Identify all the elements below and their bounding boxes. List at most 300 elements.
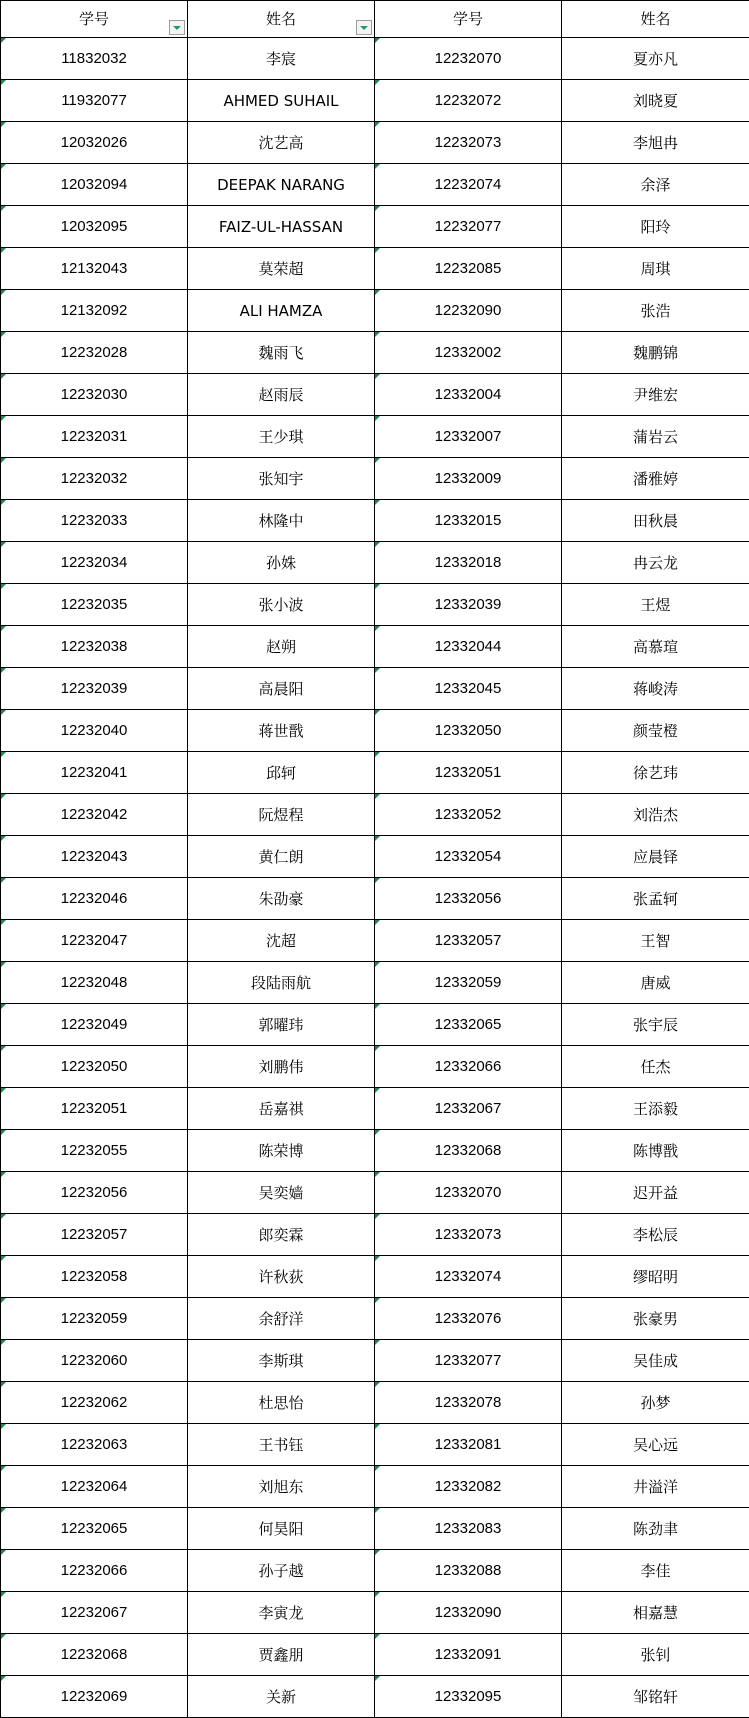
student-name-cell-value: 相嘉慧	[633, 1604, 678, 1622]
student-name-cell-value: 唐威	[640, 974, 670, 992]
student-id-cell[interactable]	[1, 1172, 188, 1214]
student-id-cell[interactable]	[1, 1676, 188, 1718]
student-name-cell[interactable]	[188, 1424, 375, 1466]
student-id-cell-value: 12332067	[435, 1100, 502, 1117]
student-name-cell-value: 朱劭豪	[258, 890, 303, 908]
student-name-cell[interactable]	[188, 1130, 375, 1172]
student-id-cell[interactable]	[375, 458, 562, 500]
student-id-cell-value: 12332044	[435, 638, 502, 655]
number-as-text-marker-icon	[1, 1088, 6, 1093]
number-as-text-marker-icon	[1, 1046, 6, 1051]
student-name-cell[interactable]	[188, 878, 375, 920]
student-id-cell[interactable]	[1, 752, 188, 794]
student-id-cell-value: 12332054	[435, 848, 502, 865]
student-name-cell[interactable]	[188, 1550, 375, 1592]
student-name-cell[interactable]	[562, 1046, 749, 1088]
number-as-text-marker-icon	[1, 836, 6, 841]
student-id-cell[interactable]	[375, 1550, 562, 1592]
header-label: 学号	[453, 10, 483, 28]
student-name-cell[interactable]	[188, 416, 375, 458]
student-name-cell[interactable]	[562, 542, 749, 584]
number-as-text-marker-icon	[1, 878, 6, 883]
header-cell-name-1[interactable]	[188, 1, 375, 38]
student-name-cell-value: 田秋晨	[633, 512, 678, 530]
student-id-cell[interactable]	[375, 38, 562, 80]
student-name-cell[interactable]	[562, 332, 749, 374]
student-id-cell-value: 12332090	[435, 1604, 502, 1621]
student-id-cell[interactable]	[1, 1382, 188, 1424]
student-name-cell-value: 井溢洋	[633, 1478, 678, 1496]
number-as-text-marker-icon	[375, 836, 380, 841]
student-name-cell[interactable]	[188, 962, 375, 1004]
student-name-cell[interactable]	[188, 290, 375, 332]
student-name-cell[interactable]	[188, 332, 375, 374]
student-name-cell-value: 刘鹏伟	[258, 1058, 303, 1076]
student-name-cell[interactable]	[562, 710, 749, 752]
student-id-cell-value: 12232028	[61, 344, 128, 361]
student-id-cell[interactable]	[1, 1550, 188, 1592]
student-id-cell[interactable]	[375, 1046, 562, 1088]
number-as-text-marker-icon	[375, 164, 380, 169]
number-as-text-marker-icon	[1, 752, 6, 757]
student-id-cell[interactable]	[1, 374, 188, 416]
student-id-cell[interactable]	[1, 920, 188, 962]
student-id-cell-value: 12332004	[435, 386, 502, 403]
student-id-cell[interactable]	[1, 1466, 188, 1508]
student-name-cell[interactable]	[562, 794, 749, 836]
student-id-cell[interactable]	[375, 836, 562, 878]
student-id-cell[interactable]	[1, 1214, 188, 1256]
student-name-cell-value: 李斯琪	[258, 1352, 303, 1370]
table-row	[1, 248, 749, 290]
student-name-cell-value: 张宇辰	[633, 1016, 678, 1034]
student-name-cell[interactable]	[562, 1130, 749, 1172]
student-name-cell-value: 张浩	[640, 302, 670, 320]
student-id-cell[interactable]	[1, 80, 188, 122]
number-as-text-marker-icon	[1, 1550, 6, 1555]
student-id-cell-value: 12332056	[435, 890, 502, 907]
table-row	[1, 1676, 749, 1718]
student-name-cell[interactable]	[188, 710, 375, 752]
student-id-cell[interactable]	[375, 1592, 562, 1634]
student-id-cell[interactable]	[1, 710, 188, 752]
number-as-text-marker-icon	[375, 752, 380, 757]
student-id-cell[interactable]	[1, 1508, 188, 1550]
number-as-text-marker-icon	[1, 80, 6, 85]
student-name-cell-value: 沈艺高	[258, 134, 303, 152]
student-name-cell[interactable]	[188, 458, 375, 500]
student-name-cell[interactable]	[188, 1088, 375, 1130]
student-id-cell[interactable]	[1, 1340, 188, 1382]
student-name-cell[interactable]	[188, 374, 375, 416]
number-as-text-marker-icon	[375, 290, 380, 295]
student-name-cell-value: 张知宇	[258, 470, 303, 488]
student-id-cell-value: 12232041	[61, 764, 128, 781]
student-id-cell[interactable]	[1, 962, 188, 1004]
student-id-cell[interactable]	[375, 122, 562, 164]
student-id-cell[interactable]	[375, 290, 562, 332]
student-name-cell[interactable]	[188, 248, 375, 290]
student-name-cell[interactable]	[188, 542, 375, 584]
table-row	[1, 290, 749, 332]
student-name-cell[interactable]	[188, 668, 375, 710]
student-id-cell[interactable]	[375, 1088, 562, 1130]
table-row	[1, 1466, 749, 1508]
student-id-cell[interactable]	[1, 1004, 188, 1046]
student-id-cell[interactable]	[1, 416, 188, 458]
student-name-cell-value: 郎奕霖	[258, 1226, 303, 1244]
header-cell-id-2[interactable]	[375, 1, 562, 38]
student-name-cell[interactable]	[562, 668, 749, 710]
table-row	[1, 374, 749, 416]
student-id-cell[interactable]	[1, 1634, 188, 1676]
student-name-cell[interactable]	[562, 752, 749, 794]
student-name-cell[interactable]	[562, 1634, 749, 1676]
student-id-cell-value: 12332068	[435, 1142, 502, 1159]
student-id-cell-value: 12232040	[61, 722, 128, 739]
student-name-cell[interactable]	[562, 1214, 749, 1256]
student-id-cell[interactable]	[1, 38, 188, 80]
student-id-cell[interactable]	[375, 1676, 562, 1718]
student-id-cell[interactable]	[1, 1592, 188, 1634]
number-as-text-marker-icon	[1, 584, 6, 589]
student-name-cell[interactable]	[562, 920, 749, 962]
student-id-cell-value: 12332039	[435, 596, 502, 613]
number-as-text-marker-icon	[1, 1634, 6, 1639]
student-name-cell[interactable]	[188, 1592, 375, 1634]
student-id-cell[interactable]	[375, 332, 562, 374]
student-name-cell[interactable]	[562, 1004, 749, 1046]
student-id-cell[interactable]	[1, 122, 188, 164]
student-name-cell-value: 林隆中	[258, 512, 303, 530]
student-name-cell[interactable]	[562, 1088, 749, 1130]
student-id-cell-value: 12332077	[435, 1352, 502, 1369]
student-id-cell-value: 12332057	[435, 932, 502, 949]
student-id-cell-value: 12332050	[435, 722, 502, 739]
student-id-cell[interactable]	[375, 248, 562, 290]
header-label: 姓名	[640, 10, 670, 28]
number-as-text-marker-icon	[1, 1382, 6, 1387]
student-name-cell-value: AHMED SUHAIL	[223, 92, 338, 110]
student-id-cell[interactable]	[1, 836, 188, 878]
student-id-cell[interactable]	[1, 1130, 188, 1172]
student-name-cell[interactable]	[188, 1676, 375, 1718]
student-id-cell[interactable]	[375, 752, 562, 794]
student-name-cell[interactable]	[188, 920, 375, 962]
student-id-cell-value: 12232064	[61, 1478, 128, 1495]
number-as-text-marker-icon	[1, 710, 6, 715]
student-id-cell[interactable]	[375, 1004, 562, 1046]
student-id-cell[interactable]	[1, 164, 188, 206]
table-row	[1, 1592, 749, 1634]
student-id-cell-value: 12232051	[61, 1100, 128, 1117]
number-as-text-marker-icon	[1, 1214, 6, 1219]
student-name-cell[interactable]	[188, 38, 375, 80]
student-id-cell-value: 12232066	[61, 1562, 128, 1579]
student-id-cell[interactable]	[375, 794, 562, 836]
student-name-cell-value: 赵雨辰	[258, 386, 303, 404]
table-row	[1, 38, 749, 80]
student-name-cell[interactable]	[562, 1466, 749, 1508]
student-id-cell[interactable]	[375, 1382, 562, 1424]
header-row	[1, 1, 749, 38]
number-as-text-marker-icon	[1, 1424, 6, 1429]
number-as-text-marker-icon	[1, 122, 6, 127]
table-row	[1, 500, 749, 542]
student-name-cell[interactable]	[562, 1256, 749, 1298]
student-name-cell[interactable]	[562, 416, 749, 458]
student-name-cell-value: 邹铭轩	[633, 1688, 678, 1706]
student-id-cell[interactable]	[375, 710, 562, 752]
student-name-cell[interactable]	[188, 1214, 375, 1256]
student-name-cell-value: 邱轲	[266, 764, 296, 782]
student-name-cell[interactable]	[562, 1382, 749, 1424]
student-name-cell-value: 陈博戬	[633, 1142, 678, 1160]
student-id-cell[interactable]	[1, 458, 188, 500]
student-id-cell[interactable]	[375, 164, 562, 206]
student-id-cell[interactable]	[1, 878, 188, 920]
student-name-cell-value: 许秋荻	[258, 1268, 303, 1286]
student-name-cell[interactable]	[188, 1004, 375, 1046]
student-name-cell-value: 王煜	[640, 596, 670, 614]
table-row	[1, 836, 749, 878]
student-id-cell[interactable]	[375, 1508, 562, 1550]
number-as-text-marker-icon	[1, 794, 6, 799]
table-row	[1, 962, 749, 1004]
student-id-cell[interactable]	[375, 1298, 562, 1340]
student-name-cell-value: 莫荣超	[258, 260, 303, 278]
student-id-cell[interactable]	[1, 1046, 188, 1088]
student-id-cell[interactable]	[375, 1214, 562, 1256]
number-as-text-marker-icon	[1, 626, 6, 631]
student-name-cell-value: 蒲岩云	[633, 428, 678, 446]
student-name-cell[interactable]	[562, 1172, 749, 1214]
student-id-cell[interactable]	[1, 584, 188, 626]
student-id-cell[interactable]	[375, 626, 562, 668]
student-id-cell[interactable]	[1, 500, 188, 542]
student-name-cell[interactable]	[562, 962, 749, 1004]
student-name-cell[interactable]	[188, 1256, 375, 1298]
number-as-text-marker-icon	[375, 458, 380, 463]
student-name-cell[interactable]	[562, 878, 749, 920]
student-id-cell-value: 12032095	[61, 218, 128, 235]
student-name-cell-value: 吴佳成	[633, 1352, 678, 1370]
student-name-cell[interactable]	[188, 1172, 375, 1214]
student-name-cell-value: 黄仁朗	[258, 848, 303, 866]
student-name-cell[interactable]	[562, 38, 749, 80]
student-id-cell[interactable]	[375, 542, 562, 584]
student-id-cell-value: 12232033	[61, 512, 128, 529]
student-name-cell-value: 李宸	[266, 50, 296, 68]
student-id-cell-value: 12332051	[435, 764, 502, 781]
student-id-cell[interactable]	[375, 80, 562, 122]
student-name-cell[interactable]	[562, 164, 749, 206]
student-id-cell[interactable]	[375, 1130, 562, 1172]
student-id-cell[interactable]	[1, 626, 188, 668]
student-name-cell-value: 任杰	[640, 1058, 670, 1076]
student-name-cell[interactable]	[562, 290, 749, 332]
student-id-cell-value: 12332074	[435, 1268, 502, 1285]
student-name-cell-value: 赵朔	[266, 638, 296, 656]
student-name-cell[interactable]	[562, 626, 749, 668]
student-id-cell-value: 12332065	[435, 1016, 502, 1033]
student-name-cell[interactable]	[562, 1508, 749, 1550]
student-name-cell-value: 刘晓夏	[633, 92, 678, 110]
student-id-cell-value: 12032026	[61, 134, 128, 151]
number-as-text-marker-icon	[375, 1172, 380, 1177]
student-name-cell[interactable]	[188, 500, 375, 542]
student-id-cell[interactable]	[375, 416, 562, 458]
student-name-cell[interactable]	[188, 836, 375, 878]
filter-dropdown-icon[interactable]	[169, 20, 185, 35]
student-name-cell[interactable]	[188, 164, 375, 206]
number-as-text-marker-icon	[375, 668, 380, 673]
student-name-cell[interactable]	[188, 794, 375, 836]
student-id-cell[interactable]	[1, 1256, 188, 1298]
number-as-text-marker-icon	[1, 1340, 6, 1345]
student-name-cell-value: 段陆雨航	[251, 974, 311, 992]
student-name-cell[interactable]	[562, 500, 749, 542]
student-name-cell[interactable]	[188, 122, 375, 164]
student-id-cell[interactable]	[375, 584, 562, 626]
number-as-text-marker-icon	[1, 374, 6, 379]
student-id-cell[interactable]	[1, 1088, 188, 1130]
student-name-cell-value: 陈劲聿	[633, 1520, 678, 1538]
student-id-cell[interactable]	[1, 1424, 188, 1466]
student-id-cell[interactable]	[375, 1172, 562, 1214]
student-name-cell[interactable]	[562, 584, 749, 626]
student-id-cell-value: 12232065	[61, 1520, 128, 1537]
student-name-cell-value: 魏鹏锦	[633, 344, 678, 362]
student-name-cell[interactable]	[188, 1298, 375, 1340]
number-as-text-marker-icon	[375, 962, 380, 967]
student-id-cell[interactable]	[375, 374, 562, 416]
student-id-cell[interactable]	[1, 794, 188, 836]
student-name-cell-value: 郭曜玮	[258, 1016, 303, 1034]
student-id-cell[interactable]	[375, 962, 562, 1004]
number-as-text-marker-icon	[375, 584, 380, 589]
student-id-cell[interactable]	[1, 290, 188, 332]
student-name-cell-value: 冉云龙	[633, 554, 678, 572]
table-row	[1, 416, 749, 458]
table-row	[1, 1088, 749, 1130]
number-as-text-marker-icon	[375, 1298, 380, 1303]
student-name-cell-value: 李佳	[640, 1562, 670, 1580]
student-name-cell[interactable]	[562, 836, 749, 878]
student-name-cell[interactable]	[188, 1046, 375, 1088]
student-id-cell[interactable]	[375, 1424, 562, 1466]
student-name-cell[interactable]	[188, 80, 375, 122]
student-id-cell[interactable]	[375, 1340, 562, 1382]
student-id-cell[interactable]	[375, 500, 562, 542]
student-id-cell[interactable]	[1, 1298, 188, 1340]
student-name-cell-value: 颜莹橙	[633, 722, 678, 740]
student-name-cell[interactable]	[188, 1466, 375, 1508]
student-id-cell[interactable]	[1, 332, 188, 374]
student-name-cell-value: 沈超	[266, 932, 296, 950]
student-name-cell[interactable]	[562, 80, 749, 122]
student-name-cell[interactable]	[562, 1676, 749, 1718]
student-name-cell[interactable]	[188, 1340, 375, 1382]
number-as-text-marker-icon	[1, 1508, 6, 1513]
student-name-cell[interactable]	[562, 248, 749, 290]
student-name-cell[interactable]	[188, 752, 375, 794]
student-id-cell[interactable]	[375, 878, 562, 920]
table-row	[1, 920, 749, 962]
number-as-text-marker-icon	[375, 626, 380, 631]
student-id-cell[interactable]	[375, 1634, 562, 1676]
student-name-cell-value: 应晨铎	[633, 848, 678, 866]
number-as-text-marker-icon	[375, 710, 380, 715]
student-name-cell-value: 张孟轲	[633, 890, 678, 908]
number-as-text-marker-icon	[375, 206, 380, 211]
number-as-text-marker-icon	[1, 1256, 6, 1261]
student-id-cell[interactable]	[1, 542, 188, 584]
student-name-cell[interactable]	[188, 1382, 375, 1424]
number-as-text-marker-icon	[1, 1172, 6, 1177]
number-as-text-marker-icon	[375, 1046, 380, 1051]
student-id-cell-value: 12332015	[435, 512, 502, 529]
number-as-text-marker-icon	[375, 1088, 380, 1093]
filter-dropdown-icon[interactable]	[356, 20, 372, 35]
student-id-cell-value: 12232069	[61, 1688, 128, 1705]
student-name-cell[interactable]	[562, 122, 749, 164]
number-as-text-marker-icon	[375, 1256, 380, 1261]
student-id-cell-value: 12332076	[435, 1310, 502, 1327]
student-id-cell[interactable]	[375, 1256, 562, 1298]
header-cell-id-1[interactable]	[1, 1, 188, 38]
student-id-cell-value: 12332082	[435, 1478, 502, 1495]
student-id-cell-value: 12332018	[435, 554, 502, 571]
student-id-cell[interactable]	[375, 206, 562, 248]
student-id-cell[interactable]	[375, 668, 562, 710]
header-label: 姓名	[266, 10, 296, 28]
student-name-cell[interactable]	[562, 1424, 749, 1466]
student-id-cell-value: 12232050	[61, 1058, 128, 1075]
student-name-cell[interactable]	[562, 374, 749, 416]
student-name-cell[interactable]	[188, 1634, 375, 1676]
student-id-cell-value: 12232059	[61, 1310, 128, 1327]
student-id-cell[interactable]	[375, 1466, 562, 1508]
student-name-cell[interactable]	[562, 206, 749, 248]
student-id-cell[interactable]	[375, 920, 562, 962]
student-name-cell[interactable]	[562, 1340, 749, 1382]
student-name-cell[interactable]	[562, 458, 749, 500]
student-id-cell[interactable]	[1, 206, 188, 248]
student-id-cell[interactable]	[1, 668, 188, 710]
student-name-cell[interactable]	[188, 626, 375, 668]
student-name-cell[interactable]	[188, 584, 375, 626]
student-name-cell[interactable]	[562, 1592, 749, 1634]
header-cell-name-2[interactable]	[562, 1, 749, 38]
student-id-cell-value: 12232073	[435, 134, 502, 151]
student-name-cell[interactable]	[188, 206, 375, 248]
student-id-cell[interactable]	[1, 248, 188, 290]
student-name-cell-value: 吴奕嫱	[258, 1184, 303, 1202]
student-name-cell-value: 夏亦凡	[633, 50, 678, 68]
student-name-cell[interactable]	[562, 1298, 749, 1340]
student-id-cell-value: 12232085	[435, 260, 502, 277]
student-id-cell-value: 12332052	[435, 806, 502, 823]
student-id-cell-value: 12232034	[61, 554, 128, 571]
number-as-text-marker-icon	[1, 1298, 6, 1303]
student-name-cell-value: 李松辰	[633, 1226, 678, 1244]
student-name-cell[interactable]	[188, 1508, 375, 1550]
student-name-cell-value: 陈荣博	[258, 1142, 303, 1160]
student-name-cell-value: 尹维宏	[633, 386, 678, 404]
student-name-cell[interactable]	[562, 1550, 749, 1592]
table-row	[1, 1256, 749, 1298]
